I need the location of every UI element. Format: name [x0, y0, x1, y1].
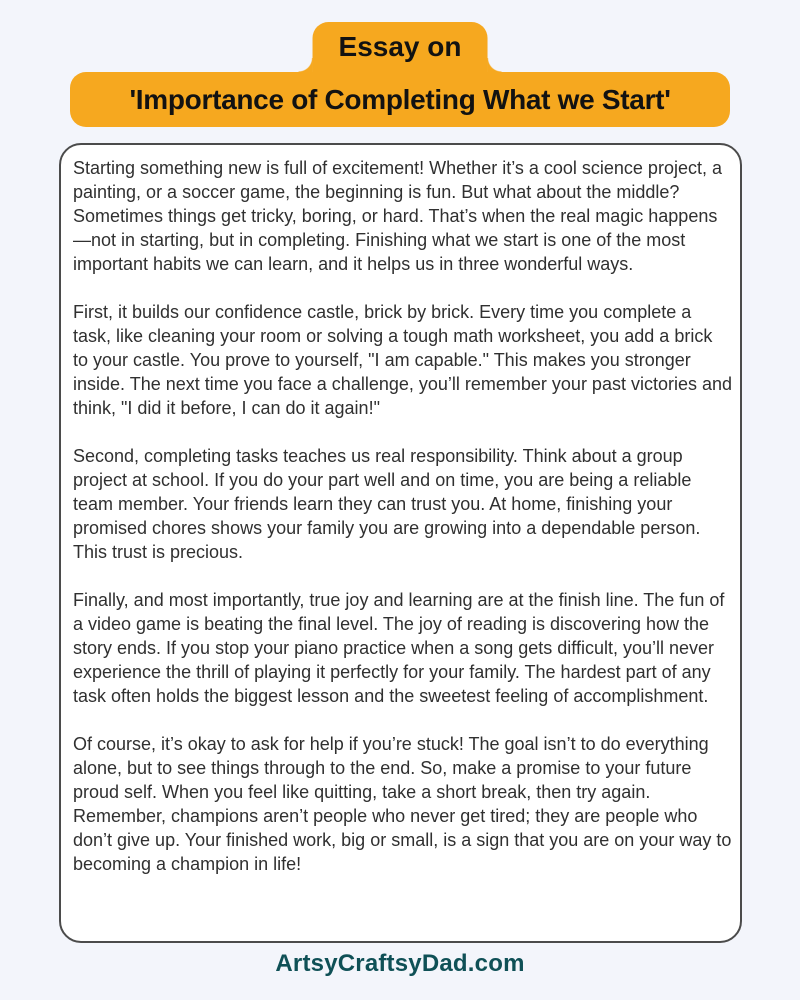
banner-title-line2: 'Importance of Completing What we Start'	[129, 83, 671, 115]
header-banner	[0, 0, 800, 127]
essay-paragraph-1: Starting something new is full of excitement! Whether it’s a cool science project, a painting, or a soccer game, the beginning is fun. But what about the middle? Sometimes things get tricky, boring, or hard. That’s when the real magic happens—not in starting, but in completing. Finishing what we start is one of the most important habits we can learn, and it helps us in three wonderful ways.	[73, 158, 722, 274]
site-name: ArtsyCraftsyDad.com	[275, 950, 525, 977]
essay-paragraph-3: Second, completing tasks teaches us real responsibility. Think about a group project at school. If you do your part well and on time, you are being a reliable team member. Your friends learn they can trust you. At home, finishing your promised chores shows your family you are growing into a dependable person. This trust is precious.	[73, 446, 701, 562]
footer	[0, 950, 800, 978]
essay-paragraph-2: First, it builds our confidence castle, brick by brick. Every time you complete a task, like cleaning your room or solving a tough math worksheet, you add a brick to your castle. You prove to yourself, "I am capable." This makes you stronger inside. The next time you face a challenge, you’ll remember your past victories and think, "I did it before, I can do it again!"	[73, 302, 733, 418]
essay-paragraph-5: Of course, it’s okay to ask for help if you’re stuck! The goal isn’t to do everything alone, but to see things through to the end. So, make a promise to your future proud self. When you feel like quitting, take a short break, then try again. Remember, champions aren’t people who never get tired; they are people who don’t give up. Your finished work, big or small, is a sign that you are on your way to becoming a champion in life!	[73, 734, 732, 874]
banner-tab	[313, 22, 488, 72]
essay-box	[59, 143, 742, 943]
banner-main	[70, 72, 730, 127]
banner-title-line1: Essay on	[338, 31, 462, 62]
banner-fillet-right-shape	[487, 58, 501, 72]
banner-fillet-left-shape	[299, 58, 313, 72]
essay-paragraph-4: Finally, and most importantly, true joy and learning are at the finish line. The fun of a video game is beating the final level. The joy of reading is discovering how the story ends. If you stop your piano practice when a song gets difficult, you’ll never experience the thrill of playing it perfectly for your family. The hardest part of any task often holds the biggest lesson and the sweetest feeling of accomplishment.	[73, 590, 725, 706]
